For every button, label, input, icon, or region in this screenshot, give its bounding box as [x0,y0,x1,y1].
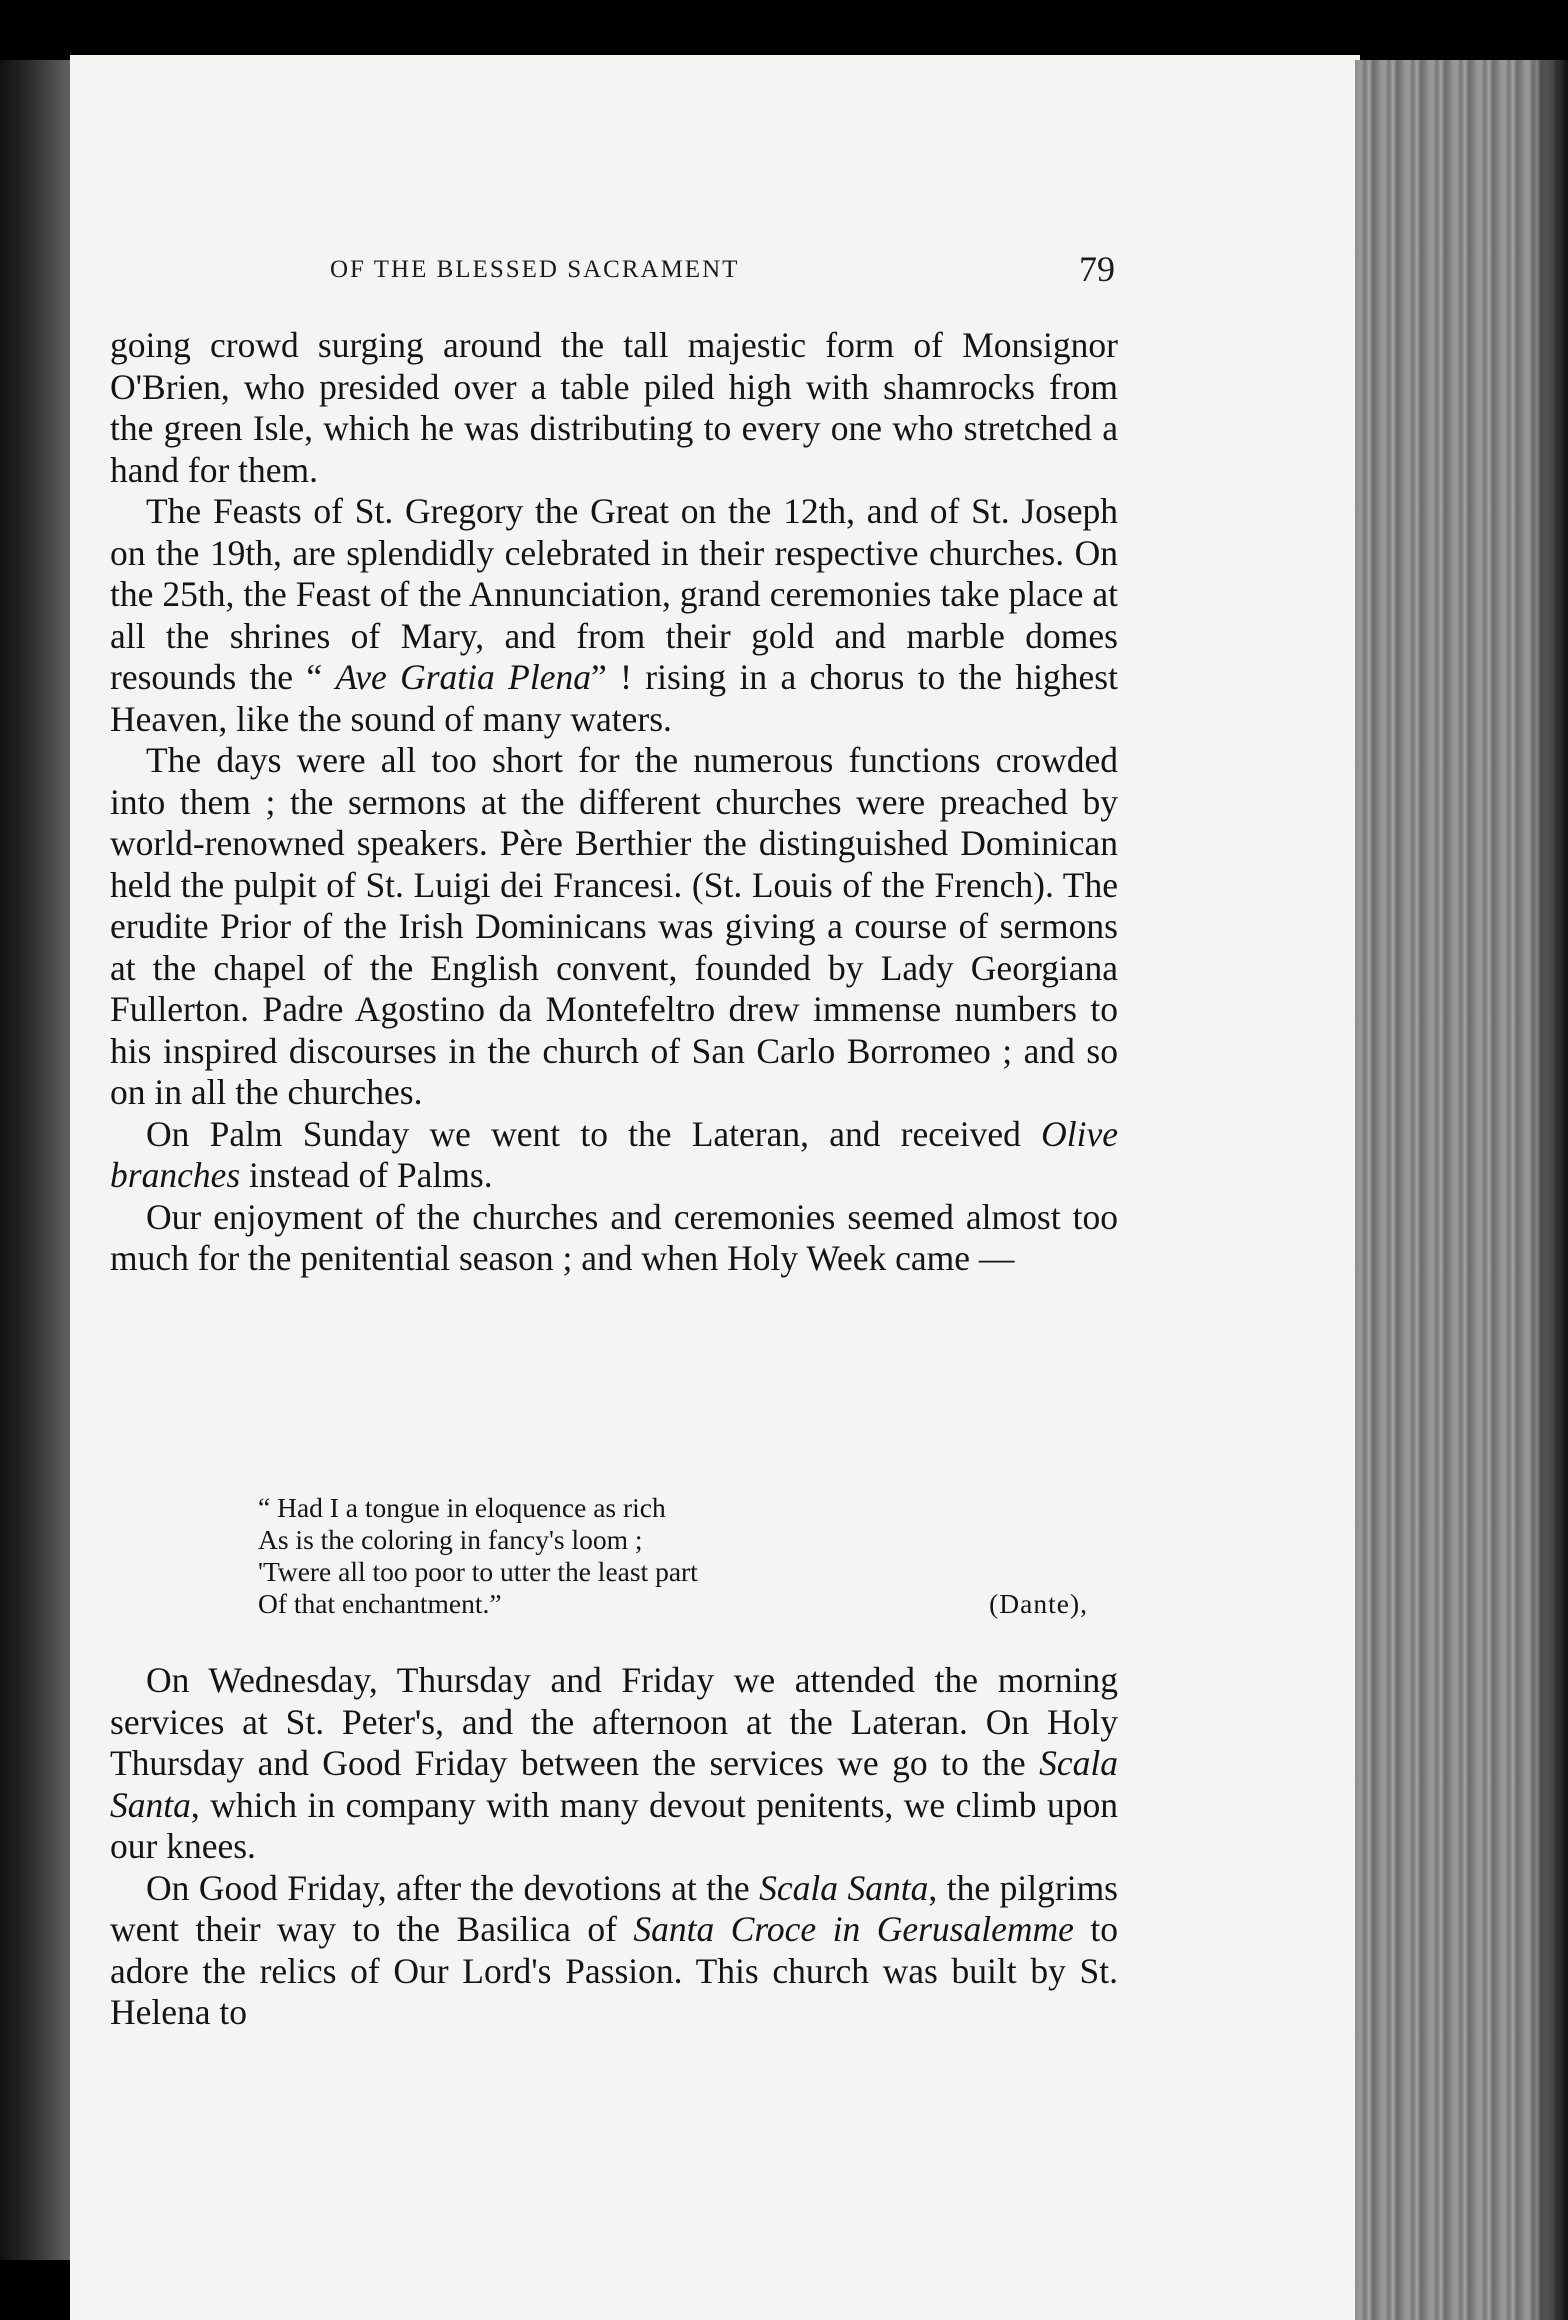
paragraph-text: On Wednesday, Thursday and Friday we attended the morning services at St. Peter's, and the afternoon at the Lateran. On Holy Thursday and Good Friday between the services we go to the [110,1660,1118,1783]
paragraph-text: to adore the relics of Our Lord's Passion. This church was built by St. Helena to [110,1909,1118,2032]
italic-phrase: Ave Gratia Plena [335,657,591,697]
paragraph-text: ” ! rising in a chorus to the highest Heaven, like the sound of many waters. [110,657,1118,739]
italic-phrase: Scala Santa [759,1867,929,1908]
italic-phrase: Olive branches [110,1113,1118,1195]
page-stack-edge [1355,60,1568,2320]
page-header [180,249,1125,292]
paragraph-text: Our enjoyment of the churches and ceremonies seemed almost too much for the penitential season ; and when Holy Week came — [110,1196,1118,1278]
paragraph [110,491,1118,740]
paragraph-text: The Feasts of St. Gregory the Great on the 12th, and of St. Joseph on the 19th, are splendidly celebrated in their respective churches. On the 25th, the Feast of the Annunciation, grand ceremonies take place at all the shrines of Mary, and from their gold and marble domes resounds the “ [110,491,1118,697]
paragraph-text: On Palm Sunday we went to the Lateran, and received [146,1113,1042,1154]
paragraph-text: On Good Friday, after the devotions at the [146,1867,760,1908]
paragraph [110,1660,1118,1868]
verse-line: As is the coloring in fancy's loom ; [258,1524,643,1555]
body-text-lower [110,1660,1118,2034]
paragraph-text: instead of Palms. [240,1155,493,1195]
page-number: 79 [1079,249,1115,289]
italic-phrase: Scala Santa [110,1743,1118,1825]
body-text-upper [110,325,1118,1280]
paragraph [110,1868,1118,2034]
italic-phrase: Santa Croce in Gerusalemme [633,1909,1074,1949]
paragraph-text: The days were all too short for the numerous functions crowded into them ; the sermons at the different churches were preached by world-renowned speakers. Père Berthier the distinguished Dominican held the pulpit of St. Luigi dei Francesi. (St. Louis of the French). The erudite Prior of the Irish Dominicans was giving a course of sermons at the chapel of the English convent, founded by Lady Georgiana Fullerton. Padre Agostino da Montefeltro drew immense numbers to his inspired discourses in the church of San Carlo Borromeo ; and so on in all the churches. [110,740,1118,1112]
verse-line: 'Twere all too poor to utter the least part [258,1556,698,1587]
paragraph [110,325,1118,491]
verse-line: “ Had I a tongue in eloquence as rich [258,1492,666,1523]
verse-attribution: (Dante), [989,1588,1088,1619]
paragraph [110,1197,1118,1280]
book-gutter-shadow [0,60,80,2260]
running-title: OF THE BLESSED SACRAMENT [330,256,740,283]
paragraph-text: , the pilgrims went their way to the Basilica of [110,1867,1118,1949]
paragraph-text: going crowd surging around the tall majestic form of Monsignor O'Brien, who presided over a table piled high with shamrocks from the green Isle, which he was distributing to every one who stretched a hand for them. [110,325,1118,490]
verse-line: Of that enchantment.” [258,1588,502,1619]
paragraph [110,1114,1118,1197]
verse-quotation [258,1492,1088,1620]
paragraph-text: , which in company with many devout penitents, we climb upon our knees. [110,1784,1118,1866]
paragraph [110,740,1118,1114]
